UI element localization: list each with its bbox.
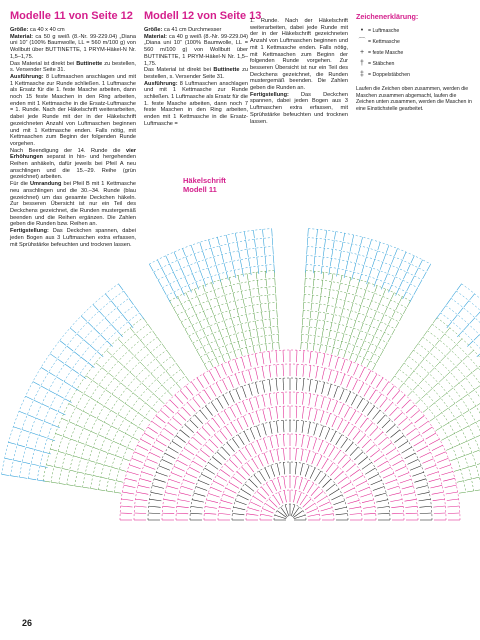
legend-label: = feste Masche <box>368 49 404 56</box>
legend-item-chain <box>356 25 474 36</box>
single-crochet-icon: + <box>359 48 365 56</box>
double-crochet-icon: † <box>360 59 364 67</box>
legend-label: = Doppelstäbchen <box>368 71 410 78</box>
order-note: Das Material ist direkt bei Buttinette zu bestellen, s. Versender Seite 31. <box>10 60 136 74</box>
execution-paragraph: Ausführung: 8 Luftmaschen anschlagen und mit 1 Kettmasche zur Runde schließen. 1 Luftmasche als Ersatz für die 1. feste Masche arbeiten, dann noch 15 feste Maschen in den Ring arbeiten, enden mit 1 Kettmasche in die Ersatz-Luftmasche = 1. Runde. Nach der Häkelschrift weiterarbeiten, dabei jede Runde mit der in der Häkelschrift gezeichneten Anzahl von Luftmaschen beginnen und mit 1 Kettmasche enden. Falls nötig, mit Kettmaschen zum Beginn der folgenden Runde vorgehen. <box>10 73 136 147</box>
material-paragraph: Material: ca 40 g weiß (8.-Nr. 99-229.04) „Diana uni 10“ (100% Baumwolle, LL = 560 m/100 g) von Wollbutt über BUTTINETTE, 1 PRYM-Häkel-N Nr. 1,5–1,75. <box>144 33 248 67</box>
finishing-paragraph: Fertigstellung: Das Deckchen spannen, dabei jeden Bogen aus 3 Luftmaschen extra erfassen, mit Sprühstärke befeuchten und trocknen lassen. <box>250 91 348 125</box>
material-paragraph: Material: ca 50 g weiß (8.-Nr. 99-229.04) „Diana uni 10“ (100% Baumwolle, LL = 560 m/100 g) von Wollbutt über BUTTINETTE, 1 PRYM-Häkel-N Nr. 1,5–1,75. <box>10 33 136 60</box>
size-paragraph: Größe: ca 41 cm Durchmesser <box>144 27 222 33</box>
size-paragraph: Größe: ca 40 x 40 cm <box>10 27 65 33</box>
border-paragraph: Für die Umrandung bei Pfeil B mit 1 Kettmasche neu anschlingen und die 30.–34. Runde (blau gezeichnet) um das gesamte Deckchen häkeln. Zur besseren Übersicht ist nur ein Teil des Deckchens gezeichnet, die Runden mustergemäß beenden und die Reihen ergänzen. Die Zahlen geben die Runden bzw. Reihen an. <box>10 181 136 228</box>
text-column-model-12-continued <box>250 18 348 125</box>
legend-note: Laufen die Zeichen oben zusammen, werden die Maschen zusammen abgemacht, laufen die Zeichen unten zusammen, werden die Maschen in eine Einstichstelle gearbeitet. <box>356 86 472 112</box>
chain-stitch-icon: • <box>360 26 364 34</box>
page-number: 26 <box>22 618 33 628</box>
slip-stitch-icon: ⌒ <box>358 37 366 45</box>
legend-label: = Luftmasche <box>368 27 400 34</box>
increases-paragraph: Nach Beendigung der 14. Runde die vier Erhöhungen separat in hin- und hergehenden Reihen anhäkeln, dafür jeweils bei Pfeil A neu anschlingen und die 15.–29. Reihe (grün gezeichnet) arbeiten. <box>10 147 136 181</box>
rounds-paragraph: 1. Runde. Nach der Häkelschrift weiterarbeiten, dabei jede Runde mit der in der Häkelschrift gezeichneten Anzahl von Luftmaschen beginnen und mit 1 Kettmasche enden. Falls nötig, mit Kettmaschen zum Beginn der folgenden Runde vorgehen. Zur besseren Übersicht ist nur ein Teil des Deckchens gezeichnet, die Runden mustergemäß beenden. Die Zahlen geben die Runden an. <box>250 18 348 92</box>
text-column-model-11 <box>10 10 136 248</box>
legend-item-double <box>356 58 474 69</box>
legend-item-slip <box>356 36 474 47</box>
diagram-label-line2: Modell 11 <box>183 185 217 194</box>
order-note: Das Material ist direkt bei Buttinette zu bestellen, s. Versender Seite 31. <box>144 67 248 80</box>
legend-label: = Stäbchen <box>368 60 395 67</box>
diagram-label-line1: Häkelschrift <box>183 176 226 185</box>
legend-title: Zeichenerklärung: <box>356 12 419 21</box>
diagram-label <box>183 176 226 194</box>
finishing-paragraph: Fertigstellung: Das Deckchen spannen, dabei jeden Bogen aus 3 Luftmaschen extra erfassen, mit Sprühstärke befeuchten und trocknen lassen. <box>10 228 136 248</box>
chart-strokes <box>2 229 480 520</box>
legend-label: = Kettmasche <box>368 38 400 45</box>
execution-paragraph: Ausführung: 8 Luftmaschen anschlagen und mit 1 Kettmasche zur Runde schließen. 1 Luftmasche als Ersatz für die 1. feste Masche arbeiten, dann noch 7 feste Maschen in den Ring arbeiten, enden mit 1 Kettmasche in die Ersatz-Luftmasche = <box>144 80 248 127</box>
text-column-model-12 <box>144 10 262 128</box>
legend-item-single <box>356 47 474 58</box>
symbol-legend <box>356 14 474 112</box>
model-11-title: Modelle 11 von Seite 12 <box>10 10 133 22</box>
treble-crochet-icon: ‡ <box>360 70 364 78</box>
legend-item-treble <box>356 69 474 80</box>
model-12-title: Modell 12 von Seite 13 <box>144 10 262 22</box>
